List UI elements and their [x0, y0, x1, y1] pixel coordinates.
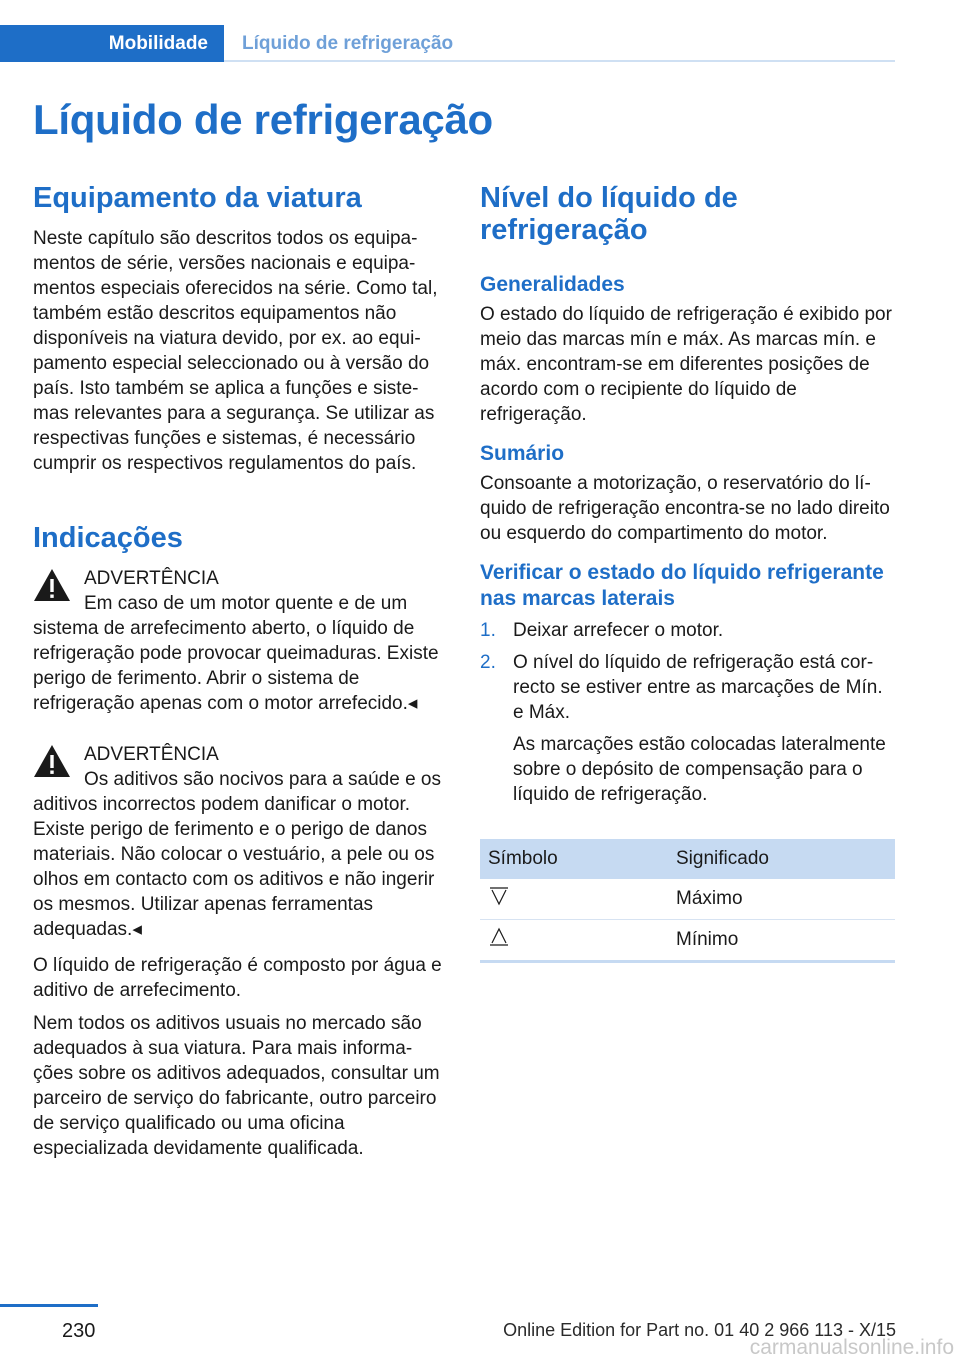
meaning-cell: Máximo — [668, 879, 895, 920]
symbol-cell — [480, 920, 668, 962]
left-column — [33, 182, 443, 1161]
symbol-cell — [480, 879, 668, 920]
general-heading: Generalidades — [480, 273, 625, 296]
general-text: O estado do líquido de refrigeração é exibido por meio das marcas mín e máx. As marcas mín. e máx. encontram-se em diferentes posições de acordo com o recipiente do líquido de refrigeração. — [480, 304, 892, 425]
step-number: 1. — [480, 620, 496, 641]
warning-text: Em caso de um motor quente e de um sistema de arrefecimento aberto, o líquido de refrigeração pode provocar queimaduras. Existe perigo de ferimento. Abrir o sistema de refrigeração apenas com o motor arrefecido.◂ — [33, 593, 439, 714]
warning-block-1 — [33, 566, 443, 716]
page-header — [0, 0, 960, 64]
step-note: As marcações estão colocadas lateralmente sobre o depósito de compensação para o líquido de refrigeração. — [513, 734, 886, 805]
page-title: Líquido de refrigeração — [33, 96, 493, 143]
notes-heading: Indicações — [33, 522, 183, 554]
right-column — [480, 182, 896, 963]
equipment-text: Neste capítulo são descritos todos os equipamentos de série, versões nacionais e equipamentos especiais oferecidos na série. Como tal, também estão descritos equipamentos não disponíveis na viatura devido, por ex. ao equipamento especial seleccionado ou à versão do país. Isto também se aplica a funções e sistemas relevantes para a segurança. Se utilizar as respectivas funções e sistemas, é necessário cumprir os respectivos regulamentos do país. — [33, 228, 438, 474]
list-item — [480, 650, 896, 807]
list-item — [480, 618, 896, 643]
table-row — [480, 879, 895, 920]
coolant-level-heading: Nível do líquido de refrigeração — [480, 182, 738, 246]
section-tab: Mobilidade — [0, 25, 224, 62]
steps-list — [480, 618, 896, 807]
warning-triangle-icon — [33, 568, 71, 602]
step-text: Deixar arrefecer o motor. — [513, 620, 724, 641]
step-number: 2. — [480, 652, 496, 673]
meaning-column-header: Significado — [668, 839, 895, 879]
watermark: carmanualsonline.info — [749, 1336, 954, 1359]
table-row — [480, 920, 895, 962]
warning-block-2 — [33, 742, 443, 942]
warning-label: ADVERTÊNCIA — [84, 744, 219, 765]
chapter-tab: Líquido de refrigeração — [242, 33, 454, 54]
header-rule — [224, 60, 895, 62]
summary-text: Consoante a motorização, o reservatório do líquido de refrigeração encontra-se no lado direito ou esquerdo do compartimento do motor. — [480, 473, 890, 544]
edition-text: Online Edition for Part no. 01 40 2 966 113 - X/15 — [503, 1320, 896, 1340]
symbol-column-header: Símbolo — [480, 839, 668, 879]
min-marker-icon — [488, 927, 510, 947]
coolant-composition-text: O líquido de refrigeração é composto por água e aditivo de arrefecimento. — [33, 955, 442, 1001]
page-number: 230 — [62, 1320, 96, 1342]
additives-info-text: Nem todos os aditivos usuais no mercado são adequados à sua viatura. Para mais informações sobre os aditivos adequados, consultar um parceiro de serviço do fabricante, outro parceiro de serviço qualificado ou uma oficina especializada devidamente qualificada. — [33, 1013, 440, 1159]
summary-heading: Sumário — [480, 442, 565, 465]
equipment-heading: Equipamento da viatura — [33, 182, 362, 214]
check-level-heading: Verificar o estado do líquido refrigerante nas marcas laterais — [480, 561, 884, 610]
max-marker-icon — [488, 886, 510, 906]
footer-rule — [0, 1304, 98, 1307]
warning-label: ADVERTÊNCIA — [84, 568, 219, 589]
step-text: O nível do líquido de refrigeração está correcto se estiver entre as marcações de Mín. e Máx. — [513, 652, 883, 723]
meaning-cell: Mínimo — [668, 920, 895, 962]
symbol-table — [480, 839, 895, 963]
warning-text: Os aditivos são nocivos para a saúde e os aditivos incorrectos podem danificar o motor. Existe perigo de ferimento e o perigo de danos materiais. Não colocar o vestuário, a pele ou os olhos em contacto com os aditivos e não ingerir os mesmos. Utilizar apenas ferramentas adequadas.◂ — [33, 769, 441, 940]
table-header-row — [480, 839, 895, 879]
warning-triangle-icon — [33, 744, 71, 778]
